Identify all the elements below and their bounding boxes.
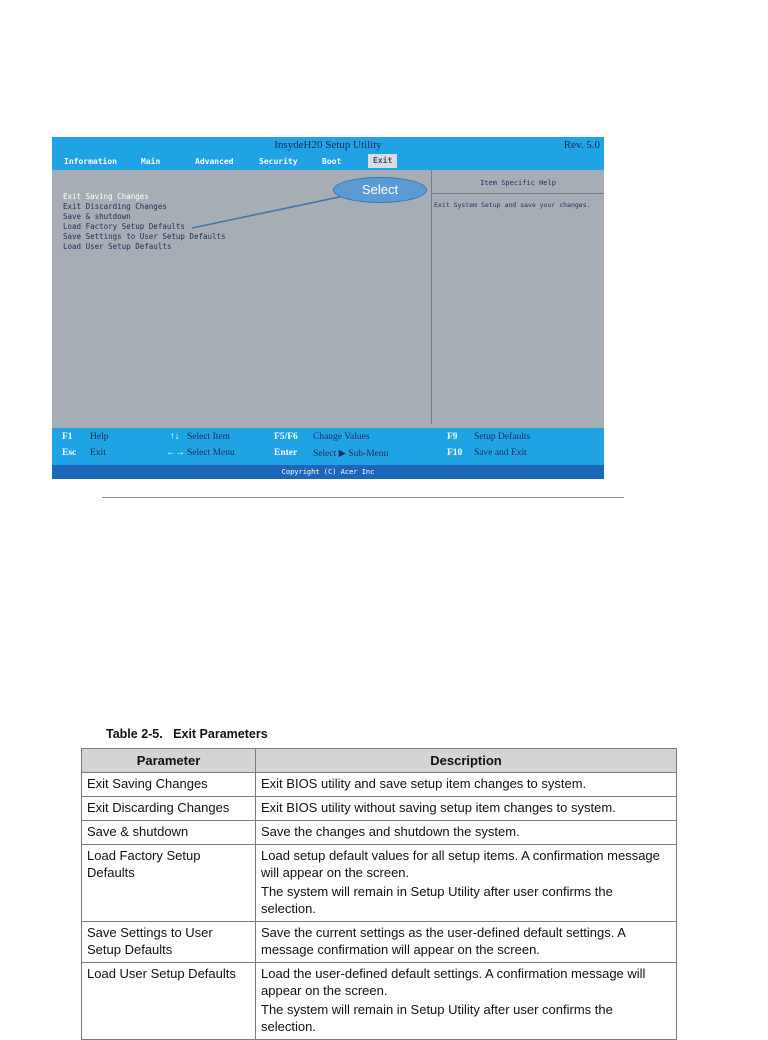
key-f5f6: F5/F6 — [274, 432, 298, 442]
desc-text: Load the user-defined default settings. A confirmation message will appear on the screen. — [261, 966, 646, 998]
bios-title-bar — [52, 137, 604, 153]
table-row — [82, 922, 677, 963]
desc-text: Load setup default values for all setup items. A confirmation message will appear on the screen. — [261, 848, 660, 880]
desc-text: The system will remain in Setup Utility after user confirms the selection. — [261, 884, 613, 916]
key-leftright-label: Select Menu — [187, 448, 235, 458]
desc-text: The system will remain in Setup Utility after user confirms the selection. — [261, 1002, 613, 1034]
divider-line — [102, 497, 624, 498]
key-esc-label: Exit — [90, 448, 106, 458]
bios-title: InsydeH20 Setup Utility — [274, 139, 382, 151]
desc-cell — [256, 821, 677, 845]
bios-copyright: Copyright (C) Acer Inc — [52, 465, 604, 479]
option-save-user-defaults[interactable]: Save Settings to User Setup Defaults — [63, 232, 226, 241]
desc-cell — [256, 845, 677, 922]
desc-text: Save the current settings as the user-defined default settings. A message confirmation will appear on the screen. — [261, 925, 626, 957]
menu-advanced[interactable]: Advanced — [195, 157, 234, 166]
desc-text: Save the changes and shutdown the system. — [261, 824, 520, 839]
table-header-row — [82, 749, 677, 773]
param-cell: Load Factory Setup Defaults — [82, 845, 256, 922]
desc-cell — [256, 963, 677, 1040]
key-enter-label: Select ▶ Sub-Menu — [313, 449, 389, 459]
arrow-updown-icon: ↑↓ — [170, 432, 180, 442]
key-f9-label: Setup Defaults — [474, 432, 531, 442]
bios-key-legend — [52, 428, 604, 465]
select-callout: Select — [333, 177, 427, 203]
key-enter: Enter — [274, 448, 298, 458]
menu-information[interactable]: Information — [64, 157, 117, 166]
table-caption: Table 2-5. Exit Parameters — [106, 727, 268, 741]
param-cell: Load User Setup Defaults — [82, 963, 256, 1040]
table-row — [82, 845, 677, 922]
desc-text: Exit BIOS utility without saving setup item changes to system. — [261, 800, 616, 815]
param-cell: Exit Discarding Changes — [82, 797, 256, 821]
menu-main[interactable]: Main — [141, 157, 161, 166]
desc-cell — [256, 922, 677, 963]
exit-parameters-table — [81, 748, 677, 1040]
option-load-user-defaults[interactable]: Load User Setup Defaults — [63, 242, 172, 251]
key-updown-label: Select Item — [187, 432, 230, 442]
menu-boot[interactable]: Boot — [322, 157, 342, 166]
param-cell: Exit Saving Changes — [82, 773, 256, 797]
table-row — [82, 963, 677, 1040]
option-exit-saving-changes[interactable]: Exit Saving Changes — [63, 192, 149, 201]
desc-text: Exit BIOS utility and save setup item changes to system. — [261, 776, 587, 791]
table-row — [82, 797, 677, 821]
desc-cell — [256, 797, 677, 821]
option-load-factory-defaults[interactable]: Load Factory Setup Defaults — [63, 222, 185, 231]
desc-cell — [256, 773, 677, 797]
key-f1: F1 — [62, 432, 73, 442]
help-text: Exit System Setup and save your changes. — [434, 201, 591, 209]
key-esc: Esc — [62, 448, 77, 458]
menu-security[interactable]: Security — [259, 157, 298, 166]
param-cell: Save & shutdown — [82, 821, 256, 845]
key-f10: F10 — [447, 448, 463, 458]
option-exit-discarding-changes[interactable]: Exit Discarding Changes — [63, 202, 167, 211]
help-panel-header — [432, 174, 604, 194]
key-f1-label: Help — [90, 432, 109, 442]
header-parameter: Parameter — [82, 749, 256, 773]
key-f5f6-label: Change Values — [313, 432, 370, 442]
table-row — [82, 821, 677, 845]
arrow-leftright-icon: ←→ — [166, 448, 185, 458]
help-header-text: Item Specific Help — [480, 179, 556, 187]
key-f10-label: Save and Exit — [474, 448, 527, 458]
option-save-shutdown[interactable]: Save & shutdown — [63, 212, 131, 221]
bios-screenshot — [52, 137, 604, 479]
bios-revision: Rev. 5.0 — [563, 139, 600, 151]
menu-exit[interactable]: Exit — [368, 154, 397, 168]
header-description: Description — [256, 749, 677, 773]
bios-menu-bar — [52, 153, 604, 170]
bios-options-panel — [52, 170, 432, 424]
key-f9: F9 — [447, 432, 458, 442]
param-cell: Save Settings to User Setup Defaults — [82, 922, 256, 963]
table-row — [82, 773, 677, 797]
